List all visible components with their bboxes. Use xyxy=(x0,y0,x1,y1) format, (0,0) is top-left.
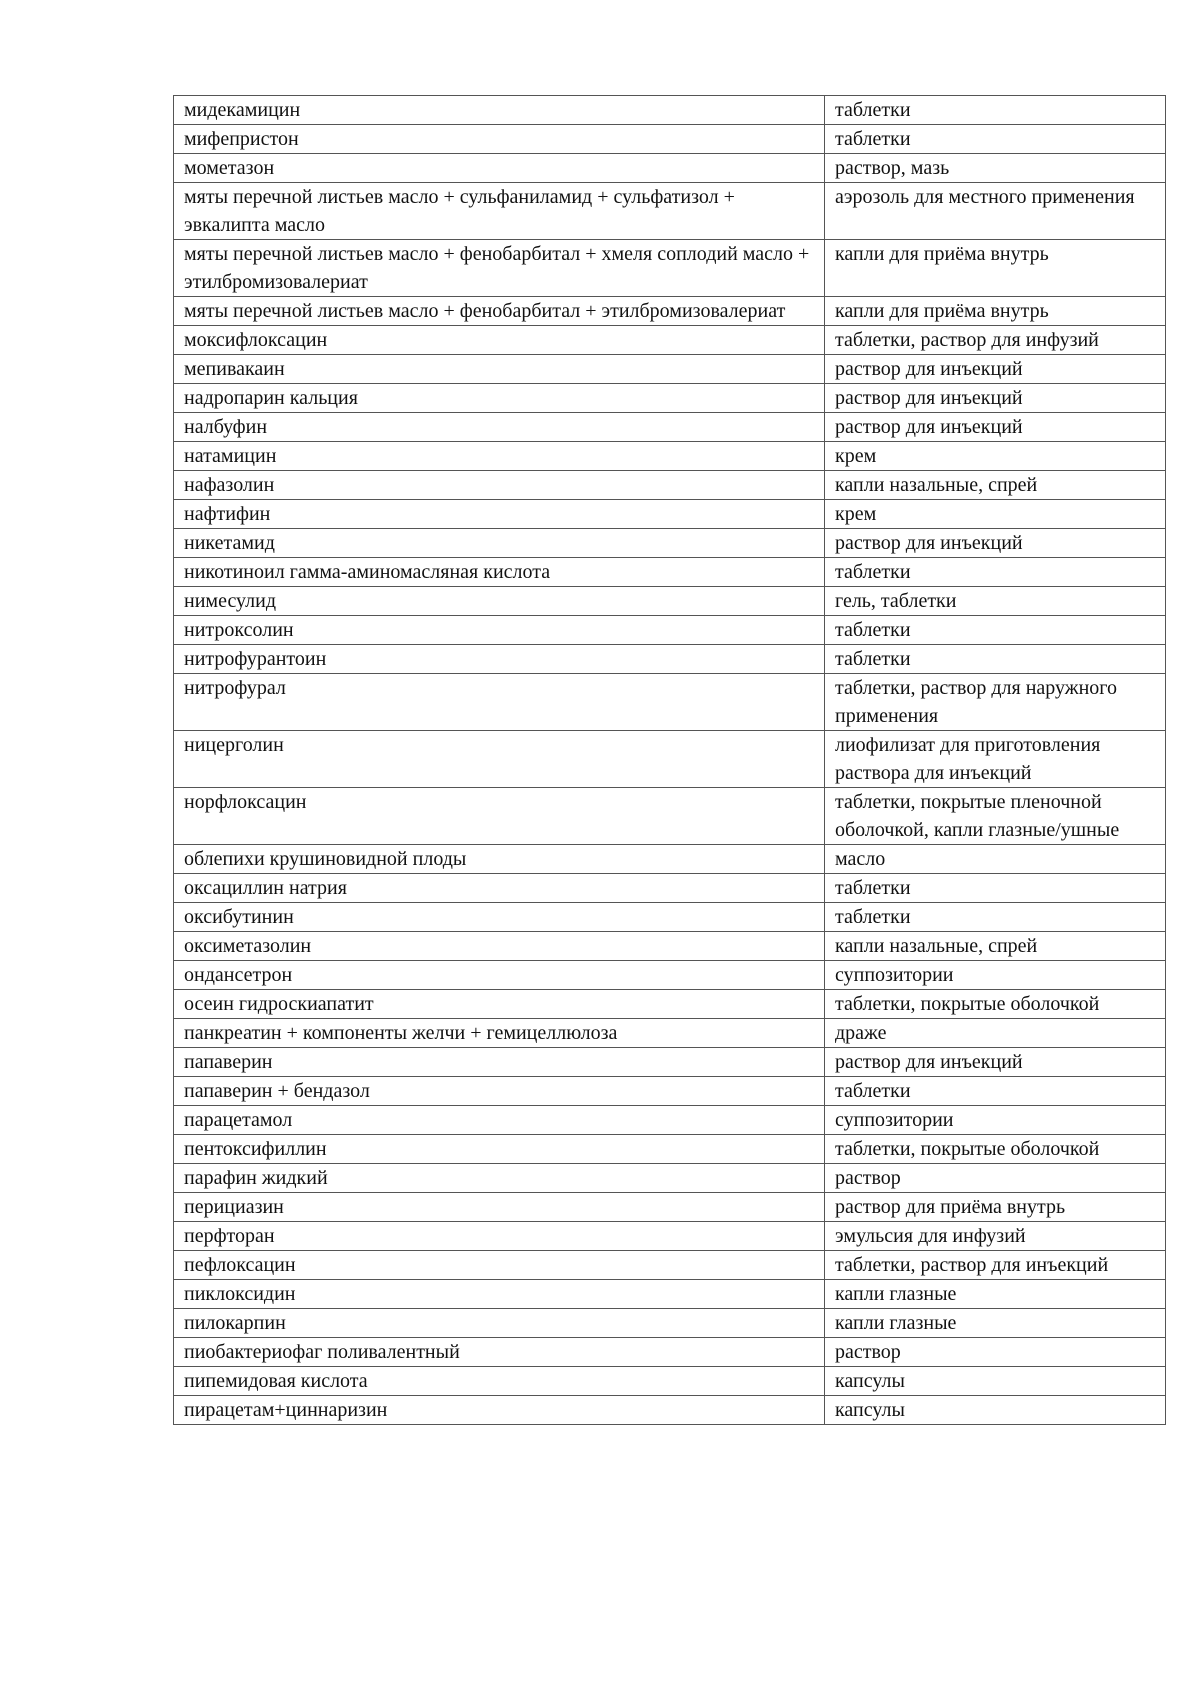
drug-name-cell: мяты перечной листьев масло + фенобарбитал + хмеля соплодий масло + этилбромизовалериат xyxy=(174,240,825,297)
dosage-form-cell: таблетки xyxy=(825,125,1166,154)
dosage-form-cell: крем xyxy=(825,442,1166,471)
table-row xyxy=(174,1106,1166,1135)
dosage-form-cell: таблетки, покрытые оболочкой xyxy=(825,1135,1166,1164)
table-row xyxy=(174,1309,1166,1338)
dosage-form-cell: таблетки xyxy=(825,616,1166,645)
dosage-form-cell: раствор xyxy=(825,1338,1166,1367)
table-row xyxy=(174,297,1166,326)
table-row xyxy=(174,558,1166,587)
drug-name-cell: надропарин кальция xyxy=(174,384,825,413)
table-row xyxy=(174,529,1166,558)
drug-name-cell: нафтифин xyxy=(174,500,825,529)
table-row xyxy=(174,731,1166,788)
table-row xyxy=(174,500,1166,529)
dosage-form-cell: капли для приёма внутрь xyxy=(825,240,1166,297)
drug-name-cell: пиобактериофаг поливалентный xyxy=(174,1338,825,1367)
dosage-form-cell: таблетки xyxy=(825,1077,1166,1106)
drug-name-cell: ницерголин xyxy=(174,731,825,788)
drug-name-cell: пилокарпин xyxy=(174,1309,825,1338)
dosage-form-cell: масло xyxy=(825,845,1166,874)
dosage-form-cell: суппозитории xyxy=(825,961,1166,990)
drug-name-cell: мометазон xyxy=(174,154,825,183)
table-row xyxy=(174,96,1166,125)
dosage-form-cell: аэрозоль для местного применения xyxy=(825,183,1166,240)
dosage-form-cell: капли назальные, спрей xyxy=(825,471,1166,500)
drug-name-cell: панкреатин + компоненты желчи + гемицеллюлоза xyxy=(174,1019,825,1048)
table-row xyxy=(174,1135,1166,1164)
table-row xyxy=(174,1280,1166,1309)
table-body xyxy=(174,96,1166,1425)
drug-name-cell: папаверин + бендазол xyxy=(174,1077,825,1106)
table-row xyxy=(174,990,1166,1019)
table-row xyxy=(174,674,1166,731)
drug-name-cell: нафазолин xyxy=(174,471,825,500)
table-row xyxy=(174,1367,1166,1396)
drug-name-cell: мидекамицин xyxy=(174,96,825,125)
dosage-form-cell: суппозитории xyxy=(825,1106,1166,1135)
drug-name-cell: нитрофурал xyxy=(174,674,825,731)
drug-name-cell: ондансетрон xyxy=(174,961,825,990)
dosage-form-cell: таблетки xyxy=(825,903,1166,932)
dosage-form-cell: капли глазные xyxy=(825,1280,1166,1309)
dosage-form-cell: капли глазные xyxy=(825,1309,1166,1338)
drug-name-cell: нитрофурантоин xyxy=(174,645,825,674)
dosage-form-cell: капли назальные, спрей xyxy=(825,932,1166,961)
table-row xyxy=(174,355,1166,384)
dosage-form-cell: таблетки, раствор для наружного применения xyxy=(825,674,1166,731)
drug-name-cell: мепивакаин xyxy=(174,355,825,384)
table-row xyxy=(174,616,1166,645)
dosage-form-cell: раствор для инъекций xyxy=(825,355,1166,384)
drug-form-table xyxy=(173,95,1166,1425)
drug-name-cell: оксациллин натрия xyxy=(174,874,825,903)
dosage-form-cell: раствор xyxy=(825,1164,1166,1193)
drug-name-cell: пипемидовая кислота xyxy=(174,1367,825,1396)
drug-name-cell: папаверин xyxy=(174,1048,825,1077)
table-row xyxy=(174,471,1166,500)
table-row xyxy=(174,384,1166,413)
table-row xyxy=(174,961,1166,990)
dosage-form-cell: эмульсия для инфузий xyxy=(825,1222,1166,1251)
drug-name-cell: мяты перечной листьев масло + фенобарбитал + этилбромизовалериат xyxy=(174,297,825,326)
dosage-form-cell: таблетки, покрытые оболочкой xyxy=(825,990,1166,1019)
drug-name-cell: перфторан xyxy=(174,1222,825,1251)
table-row xyxy=(174,932,1166,961)
dosage-form-cell: раствор, мазь xyxy=(825,154,1166,183)
table-row xyxy=(174,1048,1166,1077)
drug-name-cell: мифепристон xyxy=(174,125,825,154)
drug-name-cell: никетамид xyxy=(174,529,825,558)
dosage-form-cell: лиофилизат для приготовления раствора для инъекций xyxy=(825,731,1166,788)
drug-name-cell: парацетамол xyxy=(174,1106,825,1135)
dosage-form-cell: драже xyxy=(825,1019,1166,1048)
dosage-form-cell: крем xyxy=(825,500,1166,529)
table-row xyxy=(174,1164,1166,1193)
table-row xyxy=(174,240,1166,297)
drug-name-cell: пирацетам+циннаризин xyxy=(174,1396,825,1425)
drug-name-cell: норфлоксацин xyxy=(174,788,825,845)
dosage-form-cell: капсулы xyxy=(825,1396,1166,1425)
drug-name-cell: нимесулид xyxy=(174,587,825,616)
dosage-form-cell: раствор для инъекций xyxy=(825,1048,1166,1077)
drug-name-cell: никотиноил гамма-аминомасляная кислота xyxy=(174,558,825,587)
table-row xyxy=(174,125,1166,154)
drug-name-cell: моксифлоксацин xyxy=(174,326,825,355)
dosage-form-cell: гель, таблетки xyxy=(825,587,1166,616)
table-row xyxy=(174,1338,1166,1367)
drug-name-cell: перициазин xyxy=(174,1193,825,1222)
dosage-form-cell: раствор для инъекций xyxy=(825,384,1166,413)
drug-name-cell: пентоксифиллин xyxy=(174,1135,825,1164)
dosage-form-cell: раствор для приёма внутрь xyxy=(825,1193,1166,1222)
drug-name-cell: осеин гидроскиапатит xyxy=(174,990,825,1019)
table-row xyxy=(174,413,1166,442)
drug-name-cell: натамицин xyxy=(174,442,825,471)
drug-name-cell: нитроксолин xyxy=(174,616,825,645)
dosage-form-cell: таблетки, раствор для инфузий xyxy=(825,326,1166,355)
dosage-form-cell: таблетки xyxy=(825,558,1166,587)
table-row xyxy=(174,587,1166,616)
drug-name-cell: оксиметазолин xyxy=(174,932,825,961)
drug-name-cell: парафин жидкий xyxy=(174,1164,825,1193)
dosage-form-cell: таблетки, покрытые пленочной оболочкой, капли глазные/ушные xyxy=(825,788,1166,845)
drug-name-cell: налбуфин xyxy=(174,413,825,442)
table-row xyxy=(174,788,1166,845)
table-row xyxy=(174,442,1166,471)
table-row xyxy=(174,1396,1166,1425)
dosage-form-cell: таблетки xyxy=(825,96,1166,125)
dosage-form-cell: капли для приёма внутрь xyxy=(825,297,1166,326)
drug-name-cell: оксибутинин xyxy=(174,903,825,932)
dosage-form-cell: таблетки xyxy=(825,645,1166,674)
drug-name-cell: мяты перечной листьев масло + сульфаниламид + сульфатизол + эвкалипта масло xyxy=(174,183,825,240)
dosage-form-cell: раствор для инъекций xyxy=(825,413,1166,442)
table-row xyxy=(174,1193,1166,1222)
drug-name-cell: пиклоксидин xyxy=(174,1280,825,1309)
dosage-form-cell: раствор для инъекций xyxy=(825,529,1166,558)
table-row xyxy=(174,154,1166,183)
table-row xyxy=(174,874,1166,903)
table-row xyxy=(174,1077,1166,1106)
table-row xyxy=(174,1251,1166,1280)
table-row xyxy=(174,183,1166,240)
table-row xyxy=(174,645,1166,674)
table-row xyxy=(174,1222,1166,1251)
dosage-form-cell: таблетки, раствор для инъекций xyxy=(825,1251,1166,1280)
drug-name-cell: облепихи крушиновидной плоды xyxy=(174,845,825,874)
drug-name-cell: пефлоксацин xyxy=(174,1251,825,1280)
table-row xyxy=(174,903,1166,932)
table-row xyxy=(174,845,1166,874)
table-row xyxy=(174,1019,1166,1048)
table-row xyxy=(174,326,1166,355)
dosage-form-cell: таблетки xyxy=(825,874,1166,903)
dosage-form-cell: капсулы xyxy=(825,1367,1166,1396)
